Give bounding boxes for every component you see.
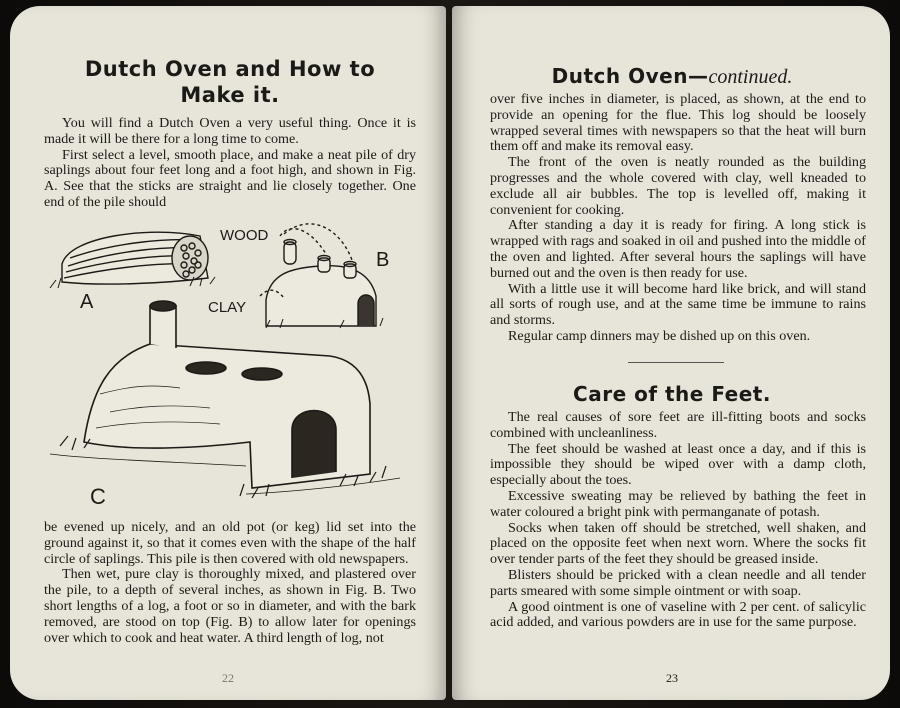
page-title xyxy=(472,64,872,89)
section-divider xyxy=(628,362,724,363)
oven-text xyxy=(490,92,866,345)
title-line-2: Make it. xyxy=(180,83,280,107)
continued-text xyxy=(44,520,416,646)
title-main: Dutch Oven— xyxy=(551,64,709,88)
paragraph: The front of the oven is neatly rounded as the building progresses and the whole covered with clay, well kneaded to exclude all air bubbles. The top is levelled off, making it convenient for cooking. xyxy=(490,154,866,218)
feet-text xyxy=(490,410,866,631)
paragraph: Excessive sweating may be relieved by bathing the feet in water coloured a bright pink with permanganate of potash. xyxy=(490,487,866,520)
title-line-1: Dutch Oven and How to xyxy=(84,57,376,81)
section-title: Care of the Feet. xyxy=(573,382,771,406)
left-page xyxy=(10,6,446,700)
page-number: 23 xyxy=(666,671,678,685)
figure-label-c: C xyxy=(90,484,106,509)
paragraph: The real causes of sore feet are ill-fitting boots and socks combined with uncleanliness. xyxy=(490,409,866,441)
paragraph: Blisters should be pricked with a clean needle and all tender parts smeared with some simple ointment or with soap. xyxy=(490,566,866,599)
paragraph: You will find a Dutch Oven a very useful thing. Once it is made it will be there for a long time to come. xyxy=(44,115,416,147)
paragraph: Socks when taken off should be stretched, well shaken, and placed on the opposite feet when next worn. Where the socks fit over tender parts of the feet they should be greased inside. xyxy=(490,519,866,568)
finished-oven-drawing xyxy=(50,301,400,498)
page-title xyxy=(40,56,420,108)
paragraph: The feet should be washed at least once a day, and if this is impossible they should be wiped over with a damp cloth, especially about the toes. xyxy=(490,440,866,489)
dutch-oven-illustration xyxy=(40,208,430,514)
intro-text xyxy=(44,116,416,211)
clay-mound-drawing xyxy=(260,224,383,328)
paragraph: With a little use it will become hard like brick, and will stand all sorts of rough use, and at the same time be immune to rains and storms. xyxy=(490,280,866,329)
sapling-pile-drawing xyxy=(50,232,215,288)
page-number: 22 xyxy=(222,671,234,685)
paragraph: over five inches in diameter, is placed, as shown, at the end to provide an opening for the flue. This log should be loosely wrapped several times with newspapers so that the heat will burn them off and make its removal easy. xyxy=(490,91,866,155)
right-page xyxy=(452,6,890,700)
figure-label-wood: WOOD xyxy=(220,227,269,244)
paragraph: A good ointment is one of vaseline with 2 per cent. of salicylic acid added, and various powders are in use for the same purpose. xyxy=(490,598,866,631)
paragraph: Regular camp dinners may be dished up on this oven. xyxy=(508,327,811,344)
paragraph: be evened up nicely, and an old pot (or keg) lid set into the ground against it, so that it comes even with the shape of the half circle of saplings. This pile is then covered with old newspapers. xyxy=(44,519,416,567)
paragraph: After standing a day it is ready for firing. A long stick is wrapped with rags and soaked in oil and pushed into the middle of the oven and lighted. After several hours the saplings will have burned out and the oven is then ready for use. xyxy=(490,217,866,281)
figure-label-a: A xyxy=(80,291,94,313)
title-continued: continued. xyxy=(708,66,793,88)
paragraph: First select a level, smooth place, and make a neat pile of dry saplings about four feet long and a foot high, and shown in Fig. A. See that the sticks are straight and lie closely together. One end of the pile should xyxy=(44,146,416,210)
figure-label-clay: CLAY xyxy=(208,299,247,316)
figure-label-b: B xyxy=(376,249,390,271)
paragraph: Then wet, pure clay is thoroughly mixed, and plastered over the pile, to a depth of several inches, as shown in Fig. B. Two short lengths of a log, a foot or so in diameter, and with the bark removed, are stood on top (Fig. B) to allow later for openings over which to cook and heat water. A third length of log, not xyxy=(44,566,416,646)
